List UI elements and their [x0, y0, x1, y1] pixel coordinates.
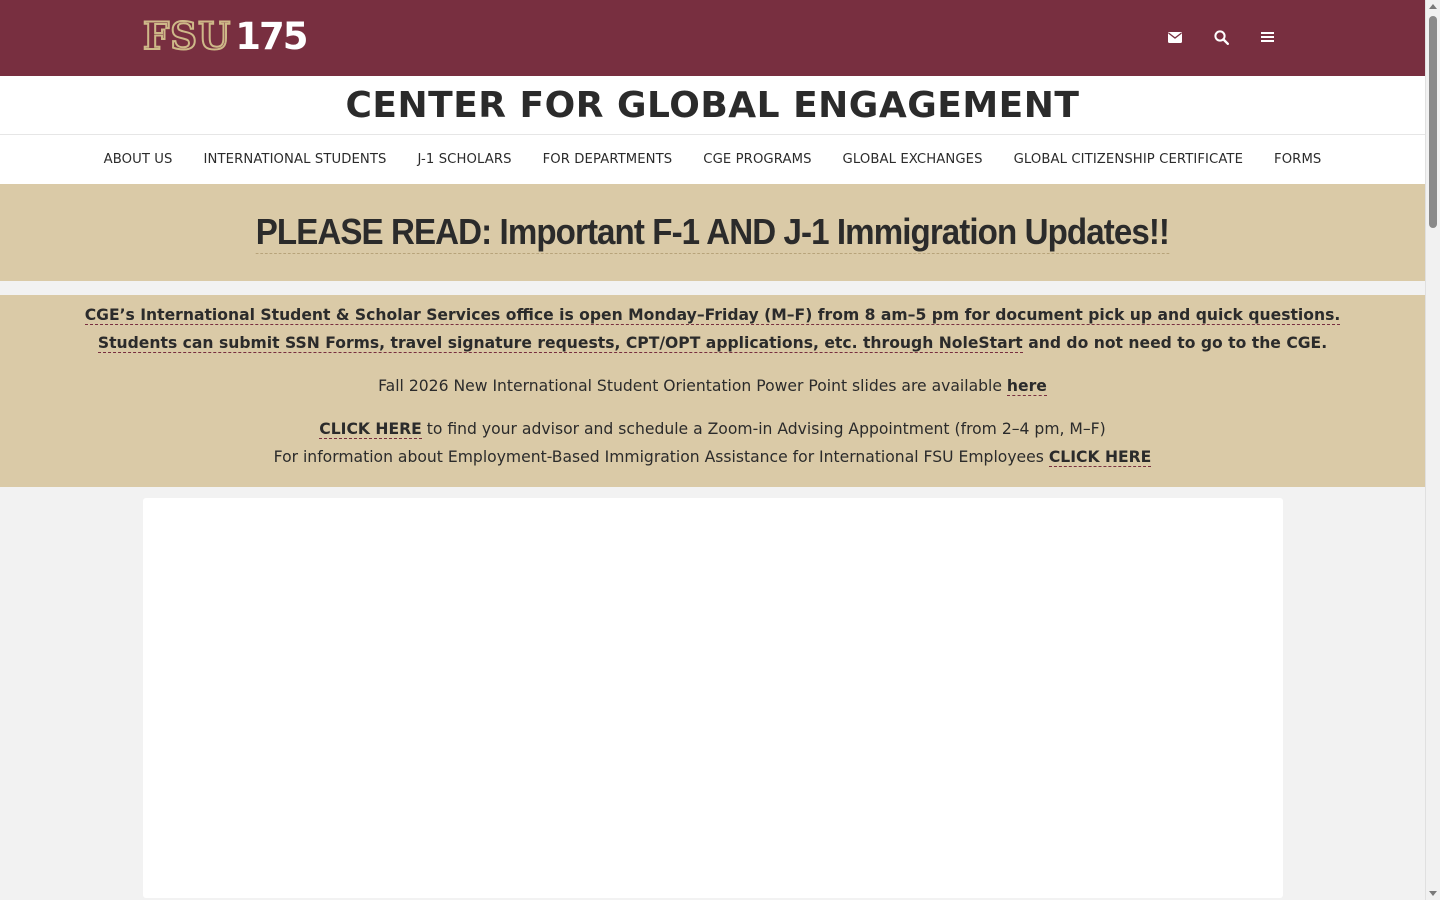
employment-click-here-link[interactable]: CLICK HERE [1048, 448, 1152, 466]
logo-fsu-text: FSU [143, 13, 232, 58]
nav-item-about-us[interactable]: ABOUT US [103, 152, 173, 167]
scrollbar-thumb[interactable] [1429, 16, 1437, 228]
site-title[interactable]: CENTER FOR GLOBAL ENGAGEMENT [345, 84, 1080, 126]
nolestart-suffix-text: and do not need to go to the CGE. [1022, 334, 1328, 352]
spacer [0, 400, 1425, 415]
nav-item-cge-programs[interactable]: CGE PROGRAMS [703, 152, 812, 167]
nav-item-forms[interactable]: FORMS [1274, 152, 1322, 167]
menu-icon[interactable] [1259, 28, 1275, 46]
immigration-updates-link[interactable]: PLEASE READ: Important F-1 AND J-1 Immigration Updates!! [255, 211, 1170, 253]
alert-banner [0, 184, 1425, 281]
nav-item-global-citizenship-certificate[interactable]: GLOBAL CITIZENSHIP CERTIFICATE [1013, 152, 1244, 167]
nolestart-line [0, 329, 1425, 357]
nav-item-for-departments[interactable]: FOR DEPARTMENTS [542, 152, 673, 167]
office-hours-line [0, 301, 1425, 329]
employment-text: For information about Employment-Based Immigration Assistance for International FSU Employees [273, 448, 1049, 466]
nav-item-international-students[interactable]: INTERNATIONAL STUDENTS [203, 152, 387, 167]
orientation-line [0, 372, 1425, 400]
fsu-175-logo[interactable] [143, 15, 307, 57]
main-navigation [0, 135, 1425, 184]
advisor-text: to find your advisor and schedule a Zoom-in Advising Appointment (from 2–4 pm, M–F) [421, 420, 1106, 438]
nav-item-j1-scholars[interactable]: J-1 SCHOLARS [417, 152, 512, 167]
advisor-line [0, 415, 1425, 443]
page-scrollbar[interactable] [1425, 0, 1440, 900]
orientation-text: Fall 2026 New International Student Orientation Power Point slides are available [378, 377, 1007, 395]
scroll-up-arrow-icon[interactable] [1429, 4, 1437, 9]
site-title-bar [0, 76, 1425, 135]
announcement-box [0, 295, 1425, 487]
spacer [0, 357, 1425, 372]
advisor-click-here-link[interactable]: CLICK HERE [319, 420, 422, 438]
scroll-down-arrow-icon[interactable] [1429, 891, 1437, 896]
orientation-slides-link[interactable]: here [1006, 377, 1047, 395]
logo-number-text: 175 [235, 14, 307, 58]
header-utility-icons [1167, 28, 1275, 46]
nav-item-global-exchanges[interactable]: GLOBAL EXCHANGES [842, 152, 983, 167]
search-icon[interactable] [1213, 28, 1229, 46]
nolestart-link[interactable]: Students can submit SSN Forms, travel signature requests, CPT/OPT applications, etc. through NoleStart [97, 334, 1023, 352]
content-card [143, 498, 1283, 898]
employment-line [0, 443, 1425, 471]
envelope-icon[interactable] [1167, 28, 1183, 46]
top-bar [0, 0, 1425, 76]
office-hours-link[interactable]: CGE’s International Student & Scholar Services office is open Monday–Friday (M–F) from 8 am–5 pm for document pick up and quick questions. [84, 306, 1341, 324]
